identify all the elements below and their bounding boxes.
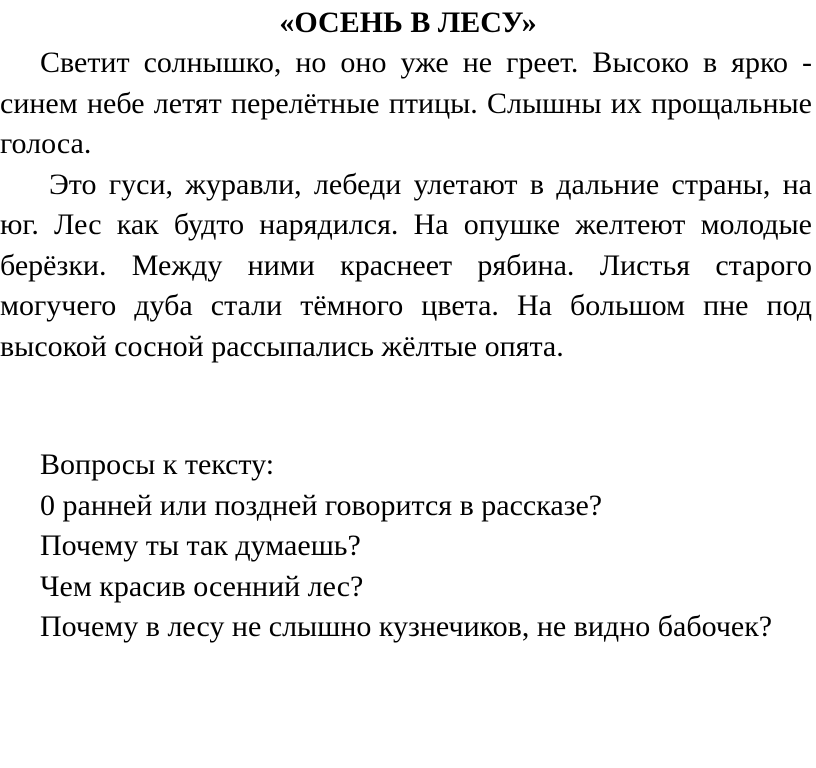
question-3: Чем красив осенний лес?: [40, 569, 364, 603]
paragraph-1: Светит солнышко, но оно уже не греет. Высоко в ярко - синем небе летят перелётные птицы. Слышны их прощальные голоса.: [0, 46, 812, 160]
question-2: Почему ты так думаешь?: [40, 529, 361, 562]
questions-heading: Вопросы к тексту:: [40, 448, 275, 481]
paragraph-2: Это гуси, журавли, лебеди улетают в дальние страны, на юг. Лес как будто нарядился. На опушке желтеют молодые берёзки. Между ними краснеет рябина. Листья старого могучего дуба стали тёмного цвета. На большом пне под высокой сосной рассыпались жёлтые опята.: [0, 167, 812, 363]
question-4: Почему в лесу не слышно кузнечиков, не видно бабочек?: [40, 610, 773, 643]
question-1: 0 ранней или поздней говорится в рассказе?: [40, 488, 603, 522]
story-text: [0, 43, 812, 367]
questions-section: [0, 445, 812, 648]
document-title: «ОСЕНЬ В ЛЕСУ»: [279, 6, 537, 39]
